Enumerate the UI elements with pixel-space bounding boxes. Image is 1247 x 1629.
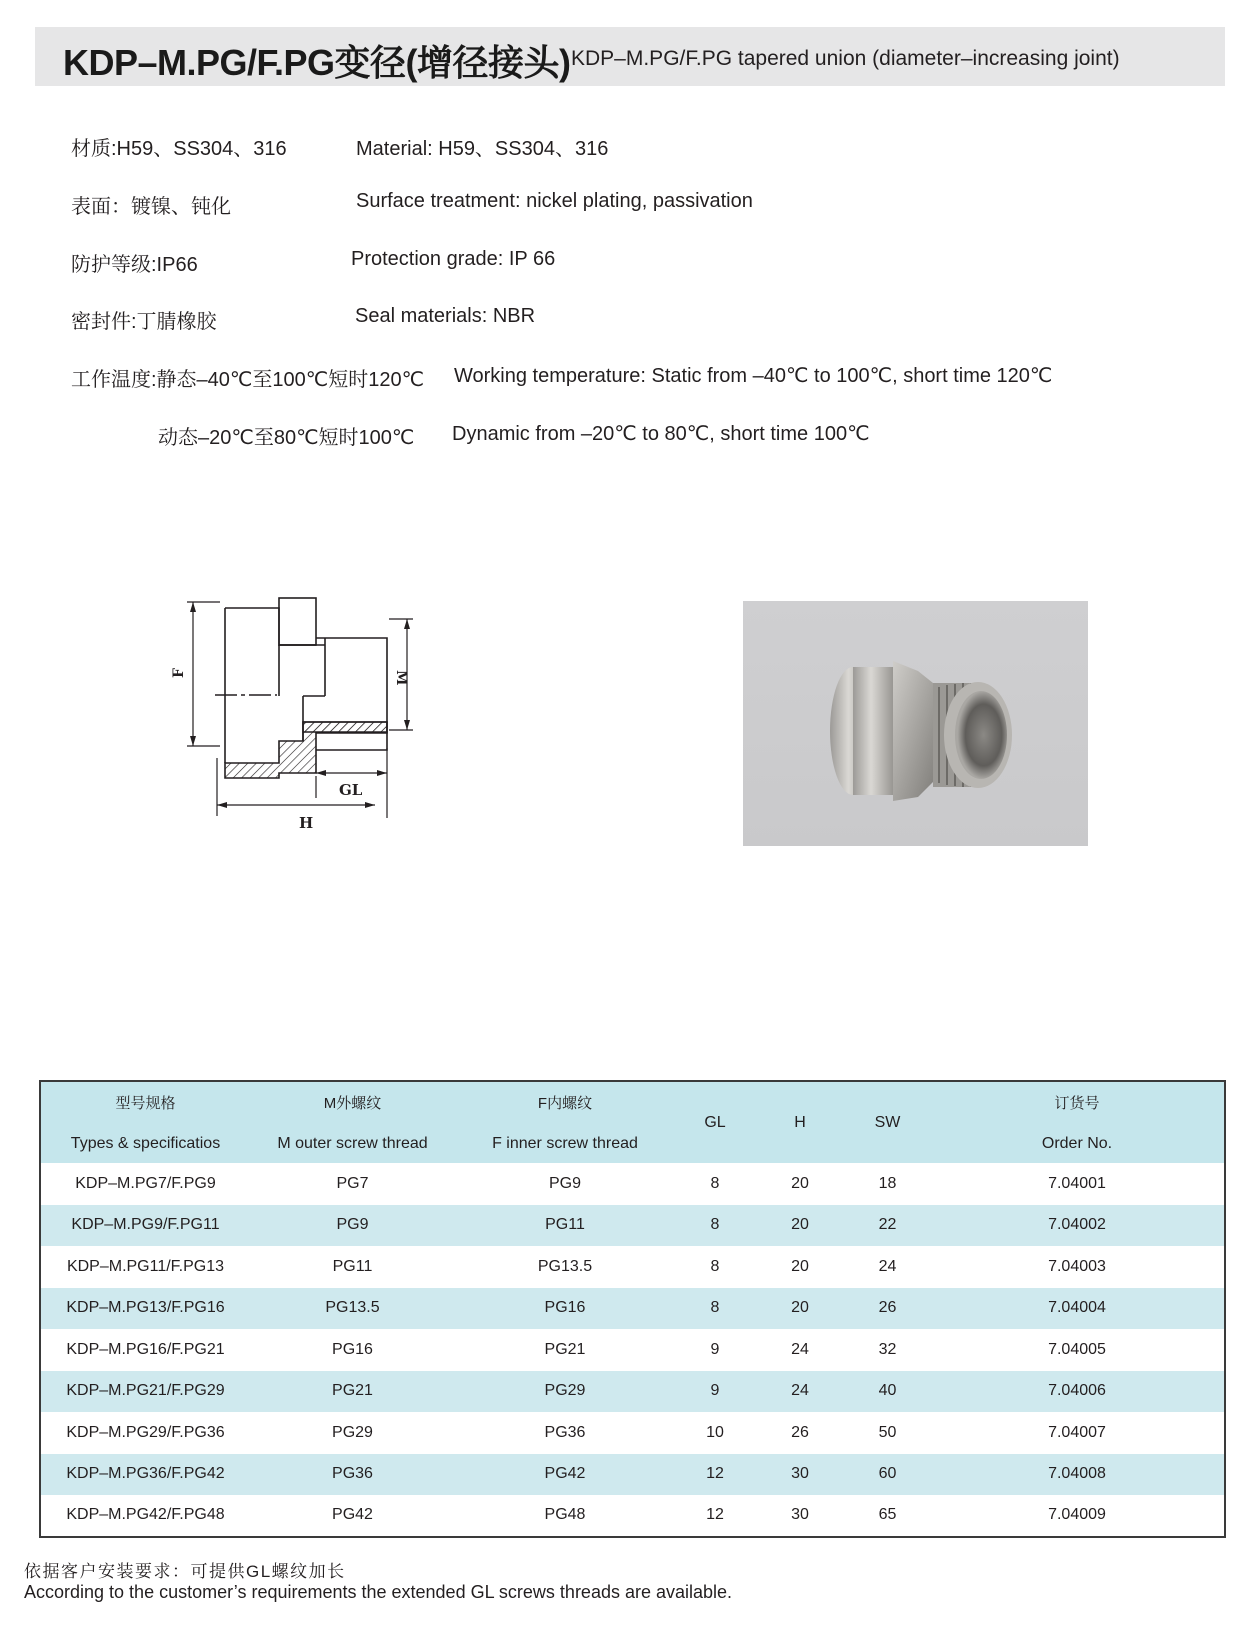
cell-gl: 9: [710, 1340, 720, 1358]
cell-h: 20: [791, 1257, 809, 1275]
cell-gl: 8: [710, 1174, 720, 1192]
table-header-row: [40, 1081, 1225, 1163]
cell-m: PG36: [332, 1465, 373, 1483]
title-bar: [35, 27, 1225, 86]
cell-f: PG48: [544, 1506, 586, 1524]
cell-h: 24: [791, 1382, 809, 1400]
col-header-type-cn: 型号规格: [115, 1095, 176, 1112]
cell-type: KDP–M.PG36/F.PG42: [66, 1465, 225, 1483]
cell-type: KDP–M.PG9/F.PG11: [71, 1216, 220, 1234]
cell-order: 7.04004: [1048, 1299, 1106, 1317]
cell-type: KDP–M.PG42/F.PG48: [66, 1506, 225, 1524]
cell-h: 20: [791, 1299, 809, 1317]
spec-protection-en: Protection grade: IP 66: [351, 248, 556, 270]
spec-material-en: Material: H59、SS304、316: [356, 138, 609, 160]
table-row: [40, 1163, 1225, 1205]
cell-order: 7.04005: [1048, 1340, 1106, 1358]
cell-gl: 8: [710, 1216, 720, 1234]
table-row: [40, 1246, 1225, 1288]
cell-sw: 22: [878, 1216, 897, 1234]
cell-h: 26: [791, 1423, 809, 1441]
cell-gl: 12: [706, 1506, 724, 1524]
col-header-f: [455, 1081, 675, 1163]
page-subtitle: KDP–M.PG/F.PG tapered union (diameter–increasing joint): [571, 47, 1120, 70]
cell-m: PG9: [336, 1216, 369, 1234]
cell-sw: 32: [878, 1340, 897, 1358]
col-header-h: H: [794, 1113, 806, 1131]
cell-sw: 18: [878, 1174, 897, 1192]
cell-f: PG11: [545, 1216, 585, 1234]
cell-sw: 24: [878, 1257, 897, 1275]
col-header-order-cn: 订货号: [1054, 1095, 1100, 1112]
table-row: [40, 1205, 1225, 1247]
cell-type: KDP–M.PG16/F.PG21: [66, 1340, 225, 1358]
cell-order: 7.04009: [1048, 1506, 1106, 1524]
spec-seal-en: Seal materials: NBR: [355, 305, 536, 327]
cell-f: PG21: [544, 1340, 586, 1358]
col-header-order-en: Order No.: [1041, 1135, 1113, 1152]
col-header-f-cn: F内螺纹: [537, 1095, 593, 1112]
cell-m: PG11: [332, 1257, 373, 1275]
table-row: [40, 1329, 1225, 1371]
col-header-m-en: M outer screw thread: [277, 1135, 428, 1152]
spec-table: [39, 1080, 1226, 1538]
cell-f: PG42: [544, 1465, 586, 1483]
cell-f: PG36: [544, 1423, 586, 1441]
cell-sw: 65: [878, 1506, 897, 1524]
cell-f: PG16: [544, 1299, 586, 1317]
cell-f: PG9: [548, 1174, 581, 1192]
table-row: [40, 1412, 1225, 1454]
col-header-type: [40, 1081, 250, 1163]
cell-h: 30: [791, 1465, 809, 1483]
cell-m: PG21: [332, 1382, 373, 1400]
spec-protection-cn: 防护等级:IP66: [71, 254, 198, 276]
cell-m: PG7: [336, 1174, 369, 1192]
spec-temp-dynamic-en: Dynamic from –20℃ to 80℃, short time 100℃: [452, 423, 870, 445]
cell-gl: 8: [710, 1257, 720, 1275]
technical-drawing: [171, 598, 445, 858]
cell-type: KDP–M.PG29/F.PG36: [66, 1423, 225, 1441]
cell-m: PG16: [332, 1340, 373, 1358]
page-title: KDP–M.PG/F.PG变径(增径接头): [63, 42, 571, 83]
cell-type: KDP–M.PG21/F.PG29: [66, 1382, 225, 1400]
cell-m: PG13.5: [325, 1299, 380, 1317]
spec-temp-static-cn: 工作温度:静态–40℃至100℃短时120℃: [71, 369, 425, 391]
cell-sw: 60: [878, 1465, 897, 1483]
spec-temp-dynamic-cn: 动态–20℃至80℃短时100℃: [158, 427, 415, 449]
col-header-m: [250, 1081, 455, 1163]
cell-order: 7.04008: [1048, 1465, 1106, 1483]
drawing-label-m: M: [393, 670, 409, 686]
cell-gl: 9: [710, 1382, 720, 1400]
cell-m: PG29: [332, 1423, 373, 1441]
spec-surface-en: Surface treatment: nickel plating, passivation: [356, 190, 753, 212]
cell-f: PG29: [544, 1382, 586, 1400]
cell-h: 20: [791, 1174, 809, 1192]
cell-gl: 12: [706, 1465, 724, 1483]
cell-order: 7.04007: [1048, 1423, 1106, 1441]
spec-material-cn: 材质:H59、SS304、316: [71, 138, 287, 160]
cell-sw: 50: [878, 1423, 897, 1441]
col-header-f-en: F inner screw thread: [492, 1135, 638, 1152]
cell-gl: 8: [710, 1299, 720, 1317]
spec-seal-cn: 密封件:丁腈橡胶: [71, 311, 217, 333]
cell-gl: 10: [706, 1423, 724, 1441]
spec-temp-static-en: Working temperature: Static from –40℃ to 100℃, short time 120℃: [454, 365, 1053, 387]
cell-order: 7.04002: [1048, 1216, 1106, 1234]
col-header-sw: SW: [874, 1113, 901, 1131]
drawing-label-f: F: [171, 668, 187, 678]
cell-h: 30: [791, 1506, 809, 1524]
cell-order: 7.04003: [1048, 1257, 1106, 1275]
product-photo: [743, 601, 1088, 846]
cell-sw: 40: [878, 1382, 897, 1400]
col-header-type-en: Types & specificatios: [70, 1135, 221, 1152]
col-header-m-cn: M外螺纹: [323, 1095, 382, 1112]
cell-h: 24: [791, 1340, 809, 1358]
drawing-label-gl: GL: [339, 781, 363, 799]
cell-type: KDP–M.PG11/F.PG13: [66, 1257, 225, 1275]
cell-f: PG13.5: [537, 1257, 593, 1275]
footer-note-cn: 依据客户安装要求：可提供GL螺纹加长: [24, 1562, 346, 1581]
cell-h: 20: [791, 1216, 809, 1234]
col-header-gl: GL: [704, 1113, 726, 1131]
drawing-label-h: H: [299, 814, 314, 832]
footer-note-en: According to the customer’s requirements the extended GL screws threads are available.: [24, 1582, 733, 1602]
col-header-order: [930, 1081, 1225, 1163]
cell-type: KDP–M.PG7/F.PG9: [75, 1174, 216, 1192]
cell-sw: 26: [878, 1299, 897, 1317]
table-row: [40, 1371, 1225, 1413]
spec-surface-cn: 表面：镀镍、钝化: [71, 196, 231, 218]
cell-order: 7.04006: [1048, 1382, 1106, 1400]
table-row: [40, 1495, 1225, 1537]
cell-type: KDP–M.PG13/F.PG16: [66, 1299, 225, 1317]
table-row: [40, 1454, 1225, 1496]
table-row: [40, 1288, 1225, 1330]
cell-m: PG42: [332, 1506, 373, 1524]
cell-order: 7.04001: [1048, 1174, 1106, 1192]
